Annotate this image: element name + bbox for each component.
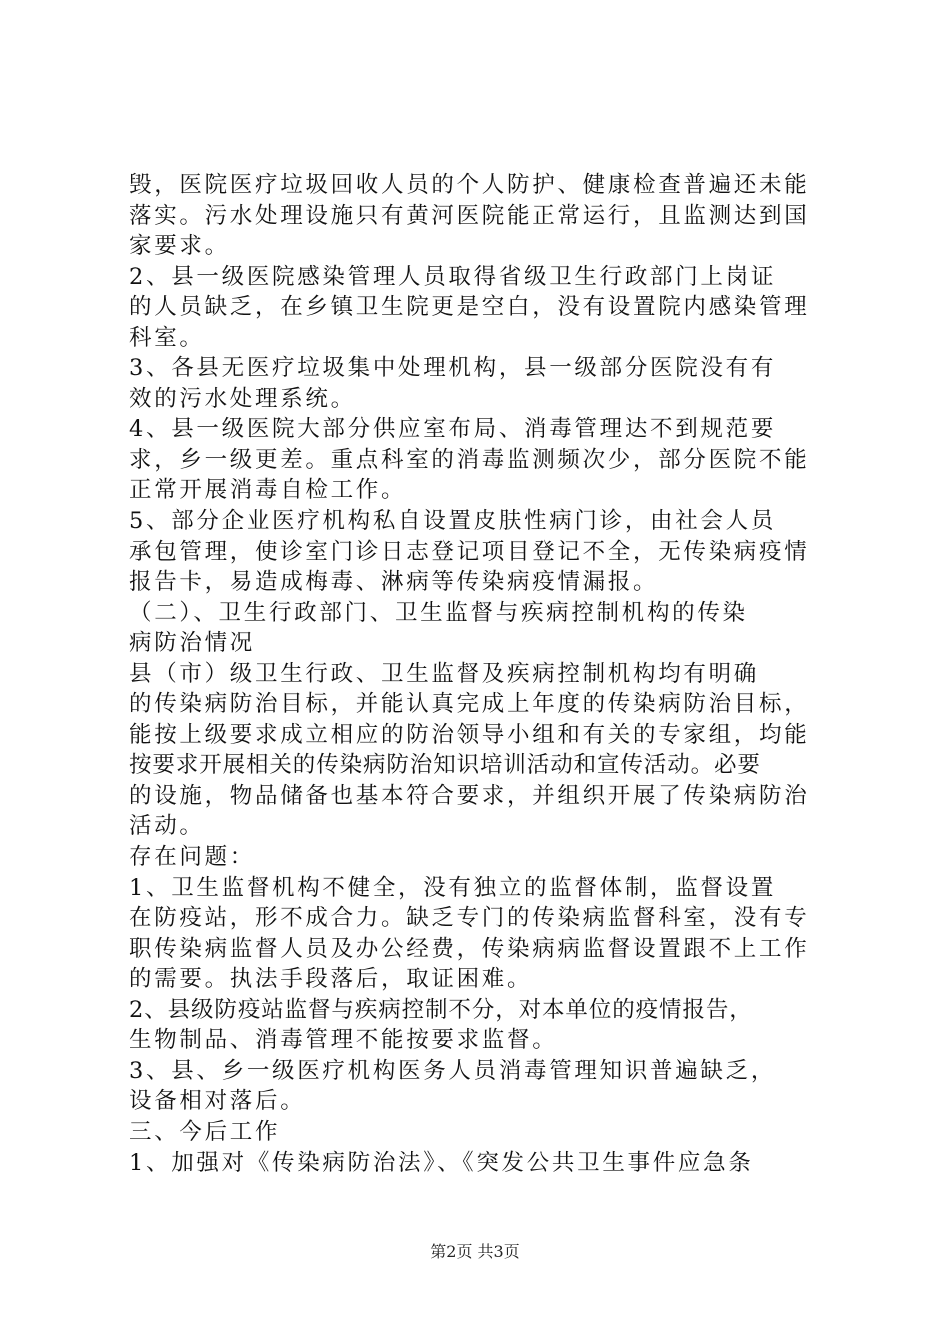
- text-line: 1、卫生监督机构不健全，没有独立的监督体制，监督设置: [129, 874, 777, 901]
- text-line: 活动。: [129, 813, 205, 840]
- text-line: 按要求开展相关的传染病防治知识培训活动和宣传活动。必要: [129, 752, 761, 779]
- section-heading-line: （二）、卫生行政部门、卫生监督与疾病控制机构的传染: [129, 599, 748, 626]
- section-heading-line: 病防治情况: [129, 630, 256, 657]
- document-body: [129, 170, 829, 1178]
- text-line: 存在问题：: [129, 844, 256, 871]
- text-line: 正常开展消毒自检工作。: [129, 477, 407, 504]
- text-line: 2、县级防疫站监督与疾病控制不分，对本单位的疫情报告，: [129, 996, 753, 1023]
- text-line: 生物制品、消毒管理不能按要求监督。: [129, 1027, 558, 1054]
- text-line: 1、加强对《传染病防治法》、《突发公共卫生事件应急条: [129, 1149, 754, 1176]
- text-line: 的传染病防治目标，并能认真完成上年度的传染病防治目标，: [129, 691, 810, 718]
- text-line: 能按上级要求成立相应的防治领导小组和有关的专家组，均能: [129, 721, 810, 748]
- text-line: 落实。污水处理设施只有黄河医院能正常运行，且监测达到国: [129, 202, 810, 229]
- text-line: 科室。: [129, 324, 205, 351]
- page-number-label: 第2页 共3页: [430, 1242, 520, 1261]
- text-line: 2、县一级医院感染管理人员取得省级卫生行政部门上岗证: [129, 263, 777, 290]
- text-line: 的人员缺乏，在乡镇卫生院更是空白，没有设置院内感染管理: [129, 294, 810, 321]
- text-line: 求，乡一级更差。重点科室的消毒监测频次少，部分医院不能: [129, 446, 810, 473]
- text-line: 在防疫站，形不成合力。缺乏专门的传染病监督科室，没有专: [129, 905, 810, 932]
- text-line: 报告卡，易造成梅毒、淋病等传染病疫情漏报。: [129, 569, 659, 596]
- page-footer: [0, 1240, 950, 1264]
- text-line: 职传染病监督人员及办公经费，传染病病监督设置跟不上工作: [129, 935, 810, 962]
- text-line: 的设施，物品储备也基本符合要求，并组织开展了传染病防治: [129, 782, 810, 809]
- text-line: 3、各县无医疗垃圾集中处理机构，县一级部分医院没有有: [129, 355, 777, 382]
- section-heading-line: 三、今后工作: [129, 1118, 281, 1145]
- text-line: 效的污水处理系统。: [129, 385, 356, 412]
- text-line: 县（市）级卫生行政、卫生监督及疾病控制机构均有明确: [129, 660, 760, 687]
- text-line: 承包管理，使诊室门诊日志登记项目登记不全，无传染病疫情: [129, 538, 810, 565]
- text-line: 3、县、乡一级医疗机构医务人员消毒管理知识普遍缺乏，: [129, 1057, 777, 1084]
- text-line: 的需要。执法手段落后，取证困难。: [129, 966, 533, 993]
- text-line: 家要求。: [129, 233, 230, 260]
- text-line: 毁，医院医疗垃圾回收人员的个人防护、健康检查普遍还未能: [129, 172, 810, 198]
- text-line: 4、县一级医院大部分供应室布局、消毒管理达不到规范要: [129, 416, 777, 443]
- text-line: 5、部分企业医疗机构私自设置皮肤性病门诊，由社会人员: [129, 508, 777, 535]
- text-line: 设备相对落后。: [129, 1088, 306, 1115]
